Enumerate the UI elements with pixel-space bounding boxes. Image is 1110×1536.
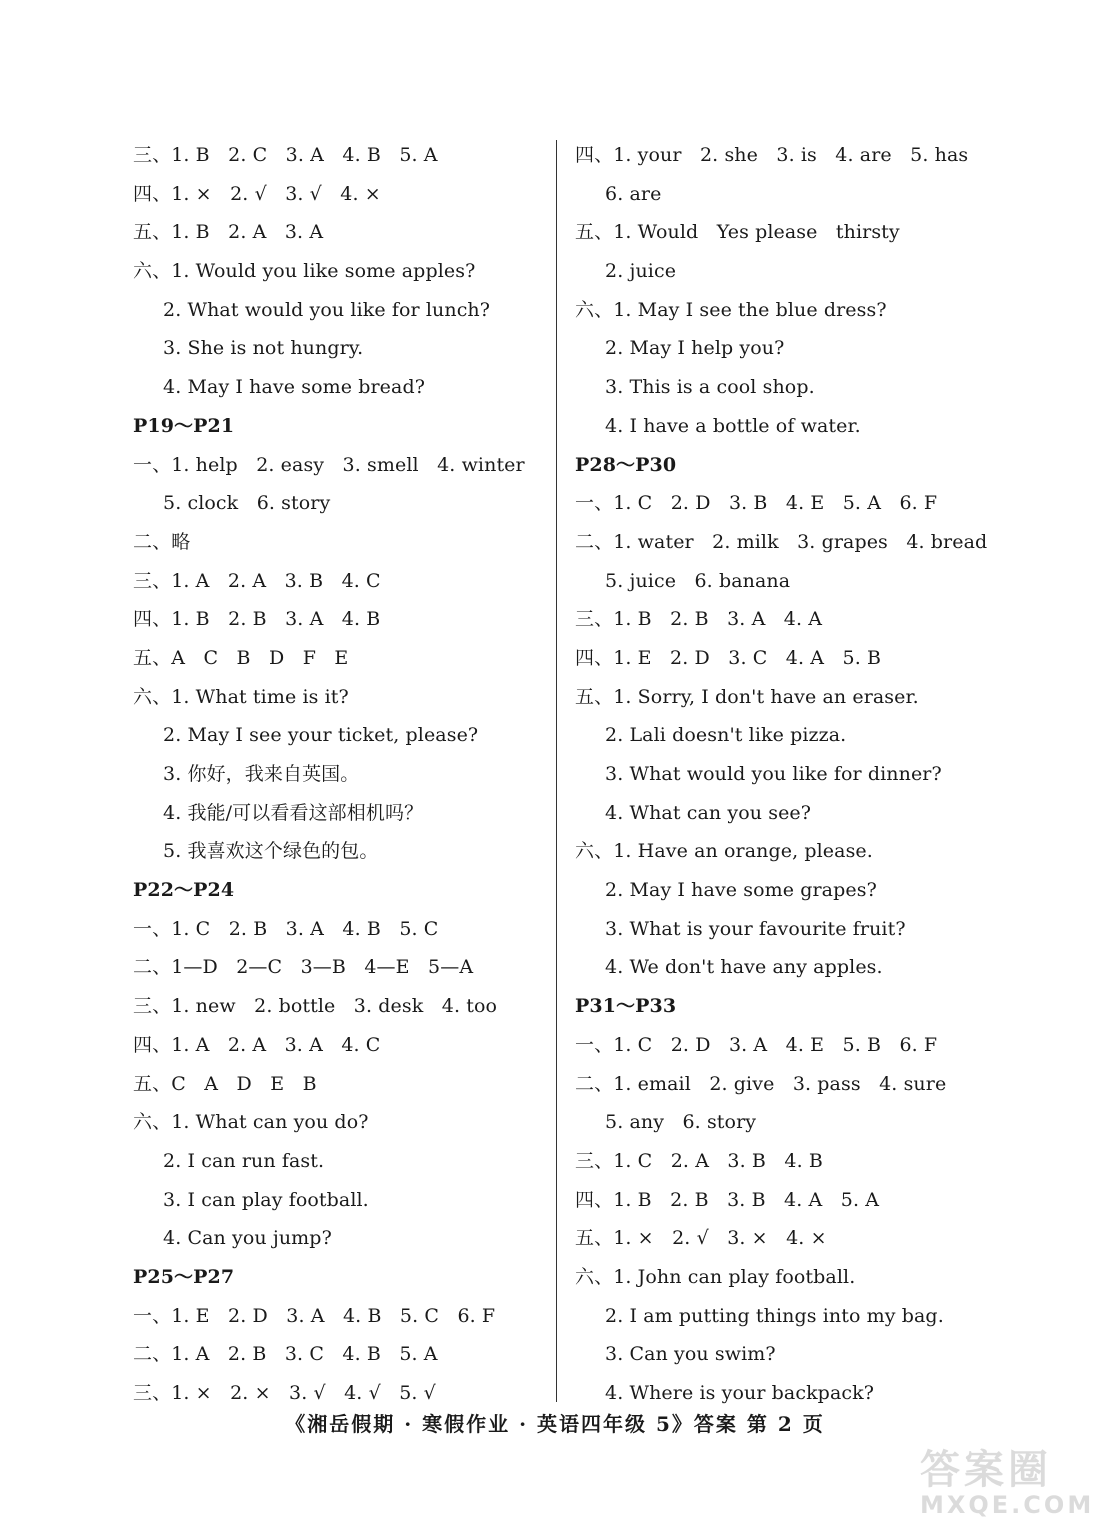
section-heading: P22～P24 — [133, 879, 235, 902]
answer-line: 2. I am putting things into my bag. — [605, 1304, 944, 1327]
answer-line: 5. any 6. story — [605, 1111, 757, 1134]
answer-line: 4. Can you jump? — [163, 1227, 332, 1250]
answer-line: 三、1. × 2. × 3. √ 4. √ 5. √ — [133, 1382, 436, 1404]
left-answer-column — [133, 136, 543, 1413]
answer-line: 4. I have a bottle of water. — [605, 414, 861, 437]
answer-line: 四、1. × 2. √ 3. √ 4. × — [133, 182, 381, 205]
answer-line: 三、1. C 2. A 3. B 4. B — [575, 1149, 823, 1172]
answer-line: 2. May I have some grapes? — [605, 879, 877, 902]
page-footer: 《湘岳假期 · 寒假作业 · 英语四年级 5》答案 第 2 页 — [285, 1412, 825, 1436]
answer-line: 三、1. A 2. A 3. B 4. C — [133, 569, 381, 592]
answer-line: 5. 我喜欢这个绿色的包。 — [163, 840, 379, 863]
answer-line: 五、1. B 2. A 3. A — [133, 221, 324, 244]
answer-line: 4. Where is your backpack? — [605, 1382, 875, 1404]
answer-line: 2. May I help you? — [605, 337, 785, 360]
section-heading: P31～P33 — [575, 995, 677, 1018]
answer-line: 五、C A D E B — [133, 1072, 317, 1095]
answer-line: 五、1. Would Yes please thirsty — [575, 221, 900, 244]
answer-line: 3. Can you swim? — [605, 1343, 776, 1366]
answer-line: 一、1. help 2. easy 3. smell 4. winter — [133, 453, 525, 476]
section-heading: P19～P21 — [133, 414, 235, 437]
answer-line: 4. May I have some bread? — [163, 376, 426, 399]
right-answer-column — [575, 136, 995, 1413]
answer-line: 3. I can play football. — [163, 1188, 369, 1211]
answer-line: 2. juice — [605, 260, 677, 283]
answer-line: 3. She is not hungry. — [163, 337, 364, 360]
answer-line: 一、1. C 2. B 3. A 4. B 5. C — [133, 917, 439, 940]
answer-line: 二、1. email 2. give 3. pass 4. sure — [575, 1072, 947, 1095]
answer-line: 二、略 — [133, 530, 191, 553]
answer-line: 六、1. What time is it? — [133, 685, 349, 708]
answer-line: 5. clock 6. story — [163, 492, 331, 515]
answer-line: 4. 我能/可以看看这部相机吗？ — [163, 801, 424, 824]
answer-line: 三、1. new 2. bottle 3. desk 4. too — [133, 995, 498, 1018]
answer-line: 3. This is a cool shop. — [605, 376, 815, 399]
answer-line: 六、1. What can you do? — [133, 1111, 369, 1134]
answer-line: 四、1. E 2. D 3. C 4. A 5. B — [575, 646, 882, 669]
answer-line: 二、1. A 2. B 3. C 4. B 5. A — [133, 1343, 438, 1366]
answer-line: 3. What would you like for dinner? — [605, 763, 942, 785]
answer-line: 2. I can run fast. — [163, 1149, 325, 1172]
answer-line: 二、1—D 2—C 3—B 4—E 5—A — [133, 956, 474, 979]
answer-line: 四、1. B 2. B 3. A 4. B — [133, 608, 381, 631]
answer-line: 2. Lali doesn't like pizza. — [605, 724, 847, 747]
answer-line: 二、1. water 2. milk 3. grapes 4. bread — [575, 530, 988, 553]
answer-line: 5. juice 6. banana — [605, 569, 791, 592]
answer-line: 六、1. John can play football. — [575, 1265, 856, 1288]
answer-line: 一、1. C 2. D 3. B 4. E 5. A 6. F — [575, 492, 938, 515]
answer-line: 三、1. B 2. C 3. A 4. B 5. A — [133, 144, 438, 166]
answer-line: 3. 你好，我来自英国。 — [163, 763, 360, 785]
answer-line: 五、1. × 2. √ 3. × 4. × — [575, 1227, 827, 1250]
watermark-url-text: MXQE.COM — [920, 1491, 1095, 1519]
answer-line: 2. May I see your ticket, please? — [163, 724, 479, 747]
answer-line: 三、1. B 2. B 3. A 4. A — [575, 608, 823, 631]
answer-line: 一、1. E 2. D 3. A 4. B 5. C 6. F — [133, 1304, 496, 1327]
answer-line: 一、1. C 2. D 3. A 4. E 5. B 6. F — [575, 1033, 938, 1056]
answer-line: 四、1. B 2. B 3. B 4. A 5. A — [575, 1188, 880, 1211]
answer-line: 四、1. A 2. A 3. A 4. C — [133, 1033, 381, 1056]
site-watermark-logo — [920, 1448, 1100, 1528]
answer-line: 3. What is your favourite fruit? — [605, 917, 906, 940]
answer-line: 4. What can you see? — [605, 801, 812, 824]
answer-line: 6. are — [605, 182, 662, 205]
answer-line: 六、1. Have an orange, please. — [575, 840, 873, 863]
answer-line: 六、1. Would you like some apples? — [133, 260, 476, 283]
watermark-top-text: 答案圈 — [920, 1447, 1052, 1493]
answer-line: 4. We don't have any apples. — [605, 956, 883, 979]
answer-line: 五、A C B D F E — [133, 646, 349, 669]
answer-line: 2. What would you like for lunch? — [163, 298, 491, 321]
column-divider — [556, 140, 557, 1402]
answer-line: 五、1. Sorry, I don't have an eraser. — [575, 685, 919, 708]
answer-line: 六、1. May I see the blue dress? — [575, 298, 887, 321]
section-heading: P25～P27 — [133, 1265, 235, 1288]
answer-line: 四、1. your 2. she 3. is 4. are 5. has — [575, 144, 969, 166]
section-heading: P28～P30 — [575, 453, 677, 476]
